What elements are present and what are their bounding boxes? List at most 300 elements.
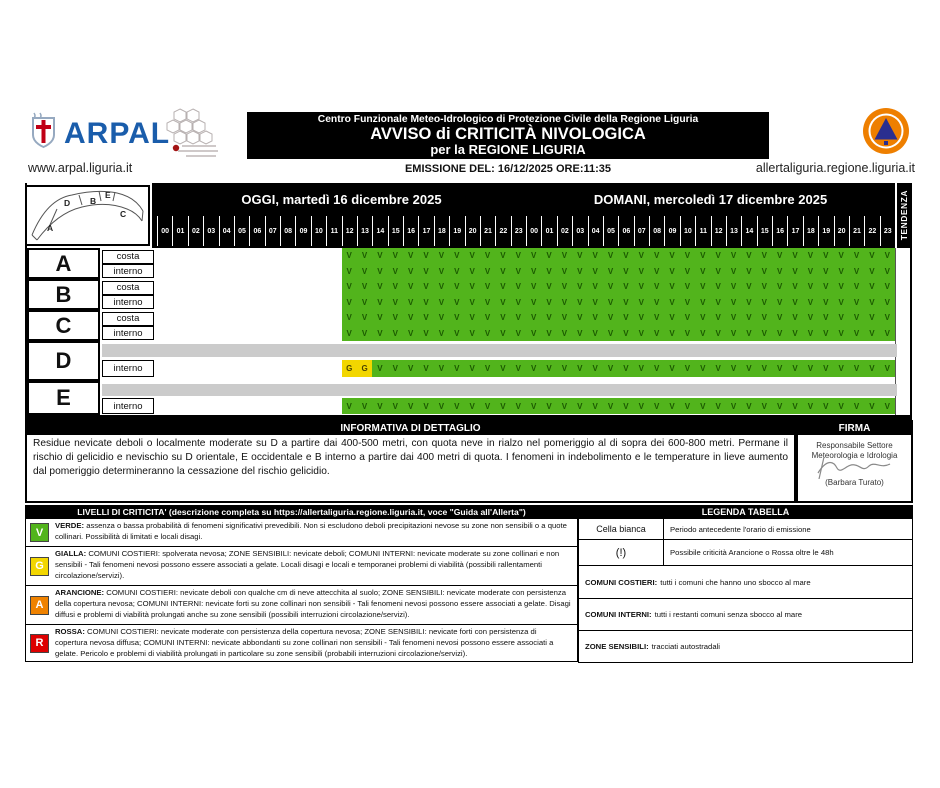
criticality-cell [326,279,341,295]
criticality-cell: V [880,248,895,264]
criticality-cell [219,326,234,342]
criticality-cell [157,248,172,264]
criticality-cell [234,264,249,280]
criticality-cell: V [849,295,864,311]
criticality-cell [249,264,264,280]
criticality-cell [326,264,341,280]
criticality-cell: V [418,248,433,264]
legend-value-white-cell: Periodo antecedente l'orario di emissione [670,524,811,534]
criticality-cell: V [680,326,695,342]
criticality-cell [295,264,310,280]
verde-description: VERDE: assenza o bassa probabilità di fenomeni significativi prevedibili. Non si escludono deboli precipitazioni nevose su zone non sensibili o a quote collinari. Possibilità di limitati e locali disagi. [55,521,567,541]
criticality-cell: V [803,279,818,295]
criticality-cell [295,279,310,295]
criticality-cell: V [864,398,879,414]
hour-label: 12 [711,216,726,246]
criticality-cell: V [880,310,895,326]
criticality-cell [219,248,234,264]
criticality-cell: V [680,310,695,326]
criticality-cell: V [772,248,787,264]
map-zone-b-label: B [90,196,97,206]
criticality-cell [157,295,172,311]
criticality-cell: V [726,360,741,377]
criticality-cell: V [418,326,433,342]
criticality-cell: V [526,264,541,280]
hour-label: 05 [234,216,249,246]
legenda-title: LEGENDA TABELLA [578,505,913,519]
criticality-cell: V [434,248,449,264]
criticality-cell: V [388,264,403,280]
criticality-cell: V [511,279,526,295]
criticality-cell [188,310,203,326]
criticality-cell: V [803,295,818,311]
criticality-cell: V [787,360,802,377]
zone-letter-c: C [27,310,100,341]
criticality-cell: V [588,326,603,342]
criticality-cell [311,248,326,264]
criticality-cell [295,360,310,377]
criticality-cell: V [634,360,649,377]
legend-comuni-costieri: COMUNI COSTIERI: tutti i comuni che hanno uno sbocco al mare [585,577,811,587]
criticality-cell: V [511,248,526,264]
criticality-cell: V [495,360,510,377]
rossa-color-swatch: R [30,634,49,653]
criticality-cell: V [803,326,818,342]
criticality-cell: V [649,264,664,280]
band-label: interno [102,264,154,278]
criticality-cell: V [342,279,357,295]
criticality-cell: V [342,398,357,414]
criticality-cell: V [418,295,433,311]
criticality-cell: V [541,279,556,295]
tendenza-column-header [895,183,910,248]
legend-comuni-interni: COMUNI INTERNI: tutti i restanti comuni senza sbocco al mare [585,610,803,619]
criticality-cell: V [372,279,387,295]
criticality-cell: V [803,360,818,377]
criticality-cell [219,264,234,280]
criticality-cell: V [495,248,510,264]
criticality-cell: V [772,360,787,377]
criticality-cell: V [726,326,741,342]
criticality-cell [249,398,264,414]
criticality-cell: V [526,248,541,264]
criticality-cell: V [803,310,818,326]
criticality-cell [249,326,264,342]
criticality-cell: V [664,360,679,377]
criticality-cell [326,310,341,326]
criticality-cell: V [726,295,741,311]
criticality-timeline-table [25,183,912,420]
band-label: interno [102,326,154,340]
criticality-cell [219,360,234,377]
criticality-cell: V [449,310,464,326]
criticality-cell: V [649,326,664,342]
criticality-cell: V [618,360,633,377]
criticality-cell [311,398,326,414]
criticality-cell: V [526,310,541,326]
criticality-cell: V [680,360,695,377]
criticality-cell: V [772,310,787,326]
criticality-cell [157,264,172,280]
criticality-cell: V [372,264,387,280]
criticality-cell: V [618,398,633,414]
emission-timestamp: EMISSIONE DEL: 16/12/2025 ORE:11:35 [404,163,612,175]
criticality-cell: V [834,326,849,342]
criticality-cell: V [787,279,802,295]
hour-label: 19 [818,216,833,246]
criticality-cell: V [603,360,618,377]
criticality-cell: V [495,295,510,311]
criticality-cell: V [603,248,618,264]
criticality-cell [172,248,187,264]
criticality-cell: V [818,310,833,326]
band-label: interno [102,295,154,309]
hour-label: 07 [265,216,280,246]
criticality-cell: V [465,360,480,377]
criticality-cell: V [787,398,802,414]
criticality-cell: V [557,295,572,311]
hour-label: 11 [695,216,710,246]
criticality-cell [311,360,326,377]
hour-label: 20 [465,216,480,246]
criticality-cell: V [680,279,695,295]
criticality-cell [265,360,280,377]
hour-label: 23 [511,216,526,246]
criticality-cell: V [480,295,495,311]
criticality-cell: V [588,264,603,280]
criticality-cell: V [388,295,403,311]
criticality-track [157,326,895,342]
criticality-cell: V [772,326,787,342]
rossa-description: ROSSA: COMUNI COSTIERI: nevicate moderate con persistenza della copertura nevosa; ZONE SENSIBILI: nevicate forti con persistenza di copertura nevosa diffusa; COMUNI INTERNI: nevicate abbondanti su zone collinari non sensibili - Tali fenomeni nevosi possono essere associati a gelate. Pericolo e problemi di viabilità prolungati in particolare su zone sensibili (probabili interruzioni circolazione/servizi). [55,627,554,658]
criticality-cell: V [803,264,818,280]
criticality-cell: V [772,264,787,280]
criticality-cell: V [772,295,787,311]
criticality-cell: V [357,279,372,295]
criticality-cell: V [572,310,587,326]
criticality-cell: V [711,398,726,414]
hour-label: 10 [311,216,326,246]
hour-label: 20 [834,216,849,246]
criticality-cell: V [403,398,418,414]
legend-row-exclamation [579,540,912,566]
criticality-cell: V [603,264,618,280]
criticality-cell: V [495,398,510,414]
hour-label: 02 [188,216,203,246]
criticality-cell [326,326,341,342]
hour-label: 16 [403,216,418,246]
criticality-cell: V [495,279,510,295]
criticality-cell: V [680,295,695,311]
hour-label: 14 [372,216,387,246]
hour-label: 15 [757,216,772,246]
criticality-cell [188,248,203,264]
no-band-gray-bar [102,344,897,357]
hour-label: 13 [357,216,372,246]
criticality-cell: V [695,360,710,377]
verde-color-swatch: V [30,523,49,542]
criticality-cell: V [818,264,833,280]
bulletin-title-box [247,112,769,159]
criticality-cell [311,310,326,326]
criticality-cell [311,264,326,280]
hour-label: 13 [726,216,741,246]
criticality-cell: V [803,248,818,264]
criticality-cell [203,398,218,414]
hour-label: 00 [526,216,541,246]
criticality-cell: V [357,264,372,280]
criticality-cell: V [465,295,480,311]
allerta-url-link[interactable]: allertaliguria.regione.liguria.it [755,161,915,175]
criticality-cell: V [588,360,603,377]
criticality-cell: V [834,310,849,326]
criticality-cell: V [388,310,403,326]
criticality-cell [172,360,187,377]
band-label: costa [102,250,154,264]
criticality-track [157,295,895,311]
arpal-url-link[interactable]: www.arpal.liguria.it [28,161,133,175]
criticality-cell: V [465,248,480,264]
criticality-cell: V [588,248,603,264]
criticality-cell [295,398,310,414]
criticality-cell: V [403,264,418,280]
criticality-cell [188,398,203,414]
criticality-cell: V [880,360,895,377]
criticality-cell [234,360,249,377]
hour-label: 23 [880,216,895,246]
criticality-cell [326,398,341,414]
criticality-cell: V [757,326,772,342]
criticality-cell [172,264,187,280]
firma-box [796,420,913,503]
criticality-cell: V [342,295,357,311]
criticality-cell: V [711,310,726,326]
criticality-cell: V [449,279,464,295]
criticality-cell: V [726,279,741,295]
criticality-cell: V [834,248,849,264]
criticality-cell [249,295,264,311]
criticality-cell: V [864,310,879,326]
criticality-cell: V [695,264,710,280]
criticality-cell: V [526,326,541,342]
criticality-cell: V [880,279,895,295]
criticality-cell [219,295,234,311]
band-label: interno [102,398,154,414]
criticality-cell: V [541,326,556,342]
criticality-cell: V [449,398,464,414]
criticality-cell [311,279,326,295]
criticality-cell: V [787,295,802,311]
hour-label: 00 [157,216,172,246]
criticality-cell: V [541,295,556,311]
criticality-cell: V [864,264,879,280]
criticality-cell [265,264,280,280]
criticality-cell: V [403,279,418,295]
table-right-edge [910,183,912,420]
criticality-cell: V [834,295,849,311]
title-line3: per la REGIONE LIGURIA [430,142,586,158]
criticality-cell: V [818,279,833,295]
criticality-cell: V [342,310,357,326]
criticality-cell: V [634,398,649,414]
criticality-cell: V [787,310,802,326]
criticality-cell [203,279,218,295]
zone-letter-b: B [27,279,100,310]
criticality-cell [280,398,295,414]
criticality-cell [249,279,264,295]
criticality-cell: V [588,310,603,326]
legend-key-exclamation: (!) [579,540,664,565]
hour-label: 21 [849,216,864,246]
criticality-cell: V [603,310,618,326]
criticality-cell: V [511,295,526,311]
criticality-track [157,398,895,414]
liguria-zone-map [25,185,150,246]
criticality-cell: G [342,360,357,377]
criticality-cell [280,248,295,264]
criticality-cell: V [541,398,556,414]
level-row-verde [25,518,578,547]
criticality-cell: V [603,279,618,295]
criticality-cell: V [357,398,372,414]
hour-label: 06 [249,216,264,246]
level-row-gialla [25,546,578,586]
criticality-cell [172,279,187,295]
criticality-cell: V [434,326,449,342]
criticality-cell [188,279,203,295]
livelli-title: LIVELLI DI CRITICITA' (descrizione completa su https://allertaliguria.regione.liguria.it, voce "Guida all'Allerta") [25,505,578,519]
hour-label: 03 [203,216,218,246]
criticality-cell: V [526,295,541,311]
criticality-cell: V [557,264,572,280]
hour-label: 18 [803,216,818,246]
zone-letter-a: A [27,248,100,279]
criticality-cell [234,398,249,414]
criticality-cell: V [372,360,387,377]
criticality-cell [265,295,280,311]
criticality-cell: V [757,360,772,377]
zone-letter-d: D [27,341,100,381]
criticality-cell: V [511,310,526,326]
criticality-cell: V [511,264,526,280]
criticality-cell: V [618,310,633,326]
criticality-cell: V [864,248,879,264]
arpal-logo-text: ARPAL [64,116,171,150]
hour-label: 16 [772,216,787,246]
criticality-cell: V [403,248,418,264]
criticality-cell: V [726,248,741,264]
criticality-cell: V [649,295,664,311]
hour-label: 01 [541,216,556,246]
criticality-cell: V [434,360,449,377]
hour-label: 09 [295,216,310,246]
criticality-cell: V [480,310,495,326]
criticality-cell [203,326,218,342]
criticality-cell: V [772,398,787,414]
criticality-cell: V [849,279,864,295]
criticality-cell: V [711,360,726,377]
criticality-cell [234,248,249,264]
criticality-cell: V [680,248,695,264]
map-zone-d-label: D [64,198,71,208]
criticality-cell: V [480,279,495,295]
criticality-cell: V [541,310,556,326]
criticality-cell: V [711,326,726,342]
criticality-cell [219,310,234,326]
criticality-cell: V [849,360,864,377]
arancione-description: ARANCIONE: COMUNI COSTIERI: nevicate deboli con qualche cm di neve attecchita al suolo; ZONE SENSIBILI: nevicate moderate con persistenza della copertura nevosa; COMUNI INTERNI: nevicate forti su zone collinari non sensibili - Tali fenomeni nevosi possono essere associati a gelate. Disagi diffusi e problemi di viabilità prolungati anche su zone sensibili (possibili interruzioni circolazione/servizi). [55,588,571,619]
criticality-cell: V [680,264,695,280]
criticality-cell: V [418,264,433,280]
criticality-cell [234,279,249,295]
criticality-cell: V [572,248,587,264]
criticality-cell [249,360,264,377]
criticality-cell: V [495,326,510,342]
criticality-cell [265,310,280,326]
criticality-cell: V [418,398,433,414]
informativa-text: Residue nevicate deboli o localmente moderate su D a partire dai 400-500 metri, con quota neve in rialzo nel pomeriggio al di sopra dei 600-800 metri. Permane il rischio di gelicidio e nevischio su D orientale, E occidentale e B interno a partire dai 400 metri di quota. I fenomeni in indebolimento e le temperature in lieve aumento dal pomeriggio determineranno la cessazione del rischio gelicidio. [33,438,788,477]
hour-label: 18 [434,216,449,246]
hour-label: 08 [280,216,295,246]
criticality-cell: V [664,310,679,326]
criticality-cell: V [449,326,464,342]
criticality-cell: V [695,295,710,311]
criticality-cell [326,295,341,311]
criticality-cell: V [557,279,572,295]
criticality-cell: V [634,310,649,326]
no-band-gray-bar [102,384,897,396]
criticality-cell: V [634,248,649,264]
criticality-cell [172,326,187,342]
criticality-cell: V [434,264,449,280]
criticality-cell: V [664,326,679,342]
criticality-cell: V [403,295,418,311]
criticality-cell: V [372,248,387,264]
hour-label: 22 [864,216,879,246]
criticality-cell [188,360,203,377]
hour-label: 11 [326,216,341,246]
criticality-cell: V [695,326,710,342]
criticality-cell [326,360,341,377]
criticality-cell: V [465,310,480,326]
criticality-cell: V [741,398,756,414]
criticality-cell: V [864,326,879,342]
criticality-cell: V [357,310,372,326]
criticality-cell [157,279,172,295]
criticality-cell [295,326,310,342]
criticality-cell: V [495,264,510,280]
criticality-cell: V [572,326,587,342]
criticality-cell [280,310,295,326]
criticality-cell: V [664,398,679,414]
criticality-cell [157,310,172,326]
legend-row-comuni-interni [579,599,912,631]
criticality-cell: V [541,248,556,264]
criticality-track [157,360,895,377]
arpal-shield-icon [30,112,58,155]
criticality-cell: V [526,360,541,377]
criticality-cell [234,326,249,342]
criticality-cell: V [726,398,741,414]
criticality-cell: V [388,398,403,414]
criticality-cell: V [418,360,433,377]
zone-letter-e: E [27,381,100,415]
criticality-cell: V [388,326,403,342]
criticality-cell: V [342,326,357,342]
criticality-cell: V [557,326,572,342]
criticality-cell: V [572,398,587,414]
criticality-cell: V [741,264,756,280]
